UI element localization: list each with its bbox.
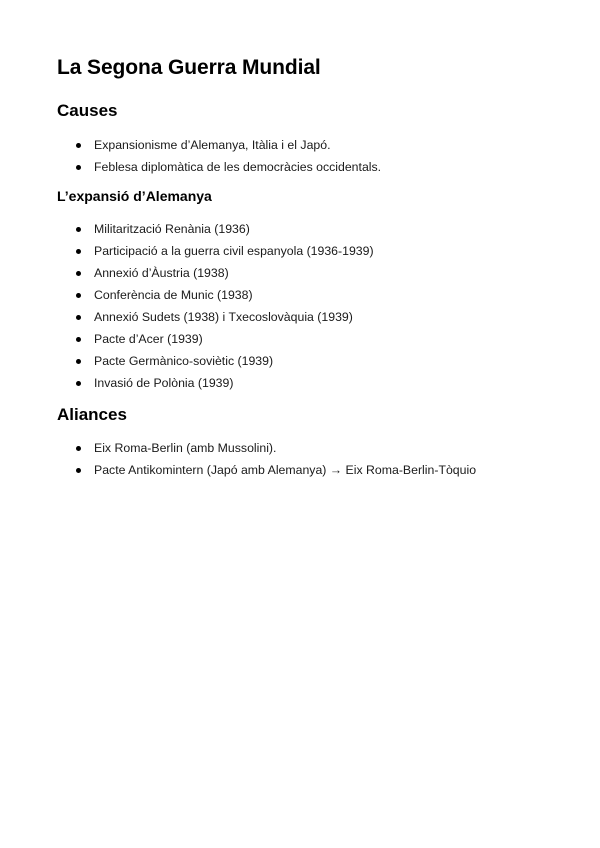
bullet-icon — [76, 337, 81, 342]
bullet-icon — [76, 227, 81, 232]
bullet-icon — [76, 271, 81, 276]
bullet-icon — [76, 381, 81, 386]
bullet-icon — [76, 165, 81, 170]
bullet-icon — [76, 468, 81, 473]
heading-expansio: L’expansió d’Alemanya — [57, 188, 212, 204]
page-title: La Segona Guerra Mundial — [57, 56, 321, 79]
bullet-icon — [76, 293, 81, 298]
bullet-icon — [76, 315, 81, 320]
bullet-icon — [76, 446, 81, 451]
bullet-icon — [76, 359, 81, 364]
heading-causes: Causes — [57, 101, 118, 120]
document-page: La Segona Guerra Mundial Causes Expansionisme d’Alemanya, Itàlia i el Japó. Feblesa diplomàtica de les democràcies occidentals. L’expansió d’Alemanya Militarització Renània (1936) Participació a la guerra civil espanyola (1936-1939) Annexió d’Àustria (1938) Conferència de Munic (1938) Annexió Sudets (1938) i Txecoslovàquia (1939) Pacte d’Acer (1939) Pacte Germànico-soviètic (1939) Invasió de Polònia (1939) Aliances Eix Roma-Berlin (amb Mussolini). Pacte Antikomintern (Japó amb Alemanya) → Eix Roma-Berlin-Tòquio — [57, 56, 477, 477]
heading-aliances: Aliances — [57, 405, 127, 424]
bullet-icon — [76, 143, 81, 148]
bullet-icon — [76, 249, 81, 254]
